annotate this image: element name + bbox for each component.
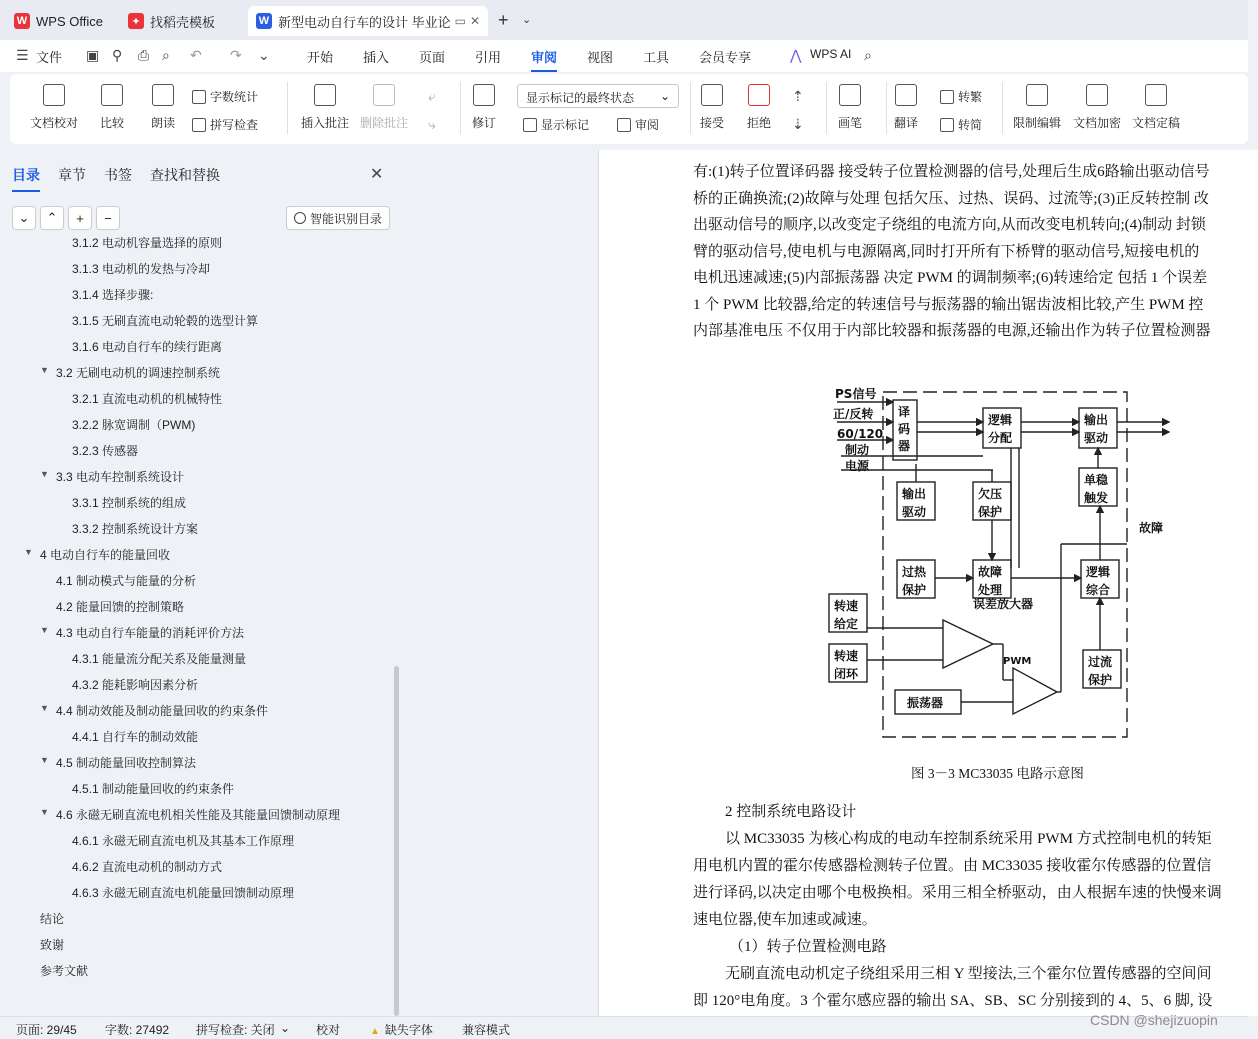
toc-item-label: 4.6 永磁无刷直流电机相关性能及其能量回馈制动原理 bbox=[56, 808, 341, 822]
menu-wps-ai[interactable]: WPS AI bbox=[810, 47, 852, 61]
menu-references[interactable]: 引用 bbox=[475, 50, 502, 65]
tab-daoke-label: 找稻壳模板 bbox=[150, 14, 216, 30]
markup-display-select[interactable] bbox=[517, 84, 679, 108]
paragraph-line: 用电机内置的霍尔传感器检测转子位置。由 MC33035 接收霍尔传感器的位置信 bbox=[693, 858, 1212, 874]
tab-wps-office[interactable] bbox=[6, 6, 114, 36]
toc-item[interactable] bbox=[72, 832, 294, 849]
toc-item-label: 4.6.3 永磁无刷直流电机能量回馈制动原理 bbox=[72, 886, 295, 900]
show-markup-icon bbox=[523, 118, 537, 132]
toc-item[interactable] bbox=[72, 442, 138, 459]
read-aloud-label: 朗读 bbox=[151, 116, 176, 130]
section-heading: （1）转子位置检测电路 bbox=[729, 939, 887, 955]
toc-item-label: 3.1.6 电动自行车的续行距离 bbox=[72, 340, 223, 354]
compare-button[interactable] bbox=[100, 84, 124, 131]
next-comment-icon[interactable]: ⤷ bbox=[428, 116, 436, 132]
ribbon-divider bbox=[690, 82, 691, 134]
toc-item-label: 4.3.1 能量流分配关系及能量测量 bbox=[72, 652, 247, 666]
menu-home[interactable]: 开始 bbox=[307, 50, 334, 65]
paragraph-line: 无刷直流电动机定子绕组采用三相 Y 型接法,三个霍尔位置传感器的空间间 bbox=[725, 966, 1212, 982]
ribbon-divider bbox=[1002, 82, 1003, 134]
logic-synthesis-block: 逻辑综合 bbox=[1086, 565, 1111, 597]
toc-list bbox=[0, 236, 392, 1016]
paragraph-line: 臂的驱动信号,使电机与电源隔离,同时打开所有下桥臂的驱动信号,短接电机的 bbox=[693, 243, 1200, 260]
toc-item[interactable] bbox=[72, 416, 195, 433]
link-icon[interactable]: ⚲ bbox=[112, 47, 123, 63]
csdn-watermark: CSDN @shejizuopin bbox=[1090, 1012, 1218, 1028]
print-icon[interactable]: ⎙ bbox=[138, 47, 150, 63]
toc-item[interactable] bbox=[40, 962, 88, 979]
save-icon[interactable]: ▣ bbox=[86, 47, 100, 63]
show-markup-label: 显示标记 bbox=[541, 118, 590, 132]
pen-button[interactable] bbox=[838, 84, 862, 131]
spell-check-button[interactable] bbox=[192, 116, 258, 133]
toc-item-label: 致谢 bbox=[40, 938, 65, 952]
logic-distribution-block: 逻辑分配 bbox=[988, 413, 1013, 445]
ribbon-divider bbox=[460, 82, 461, 134]
output-drive-block: 输出驱动 bbox=[902, 487, 927, 519]
undo-icon[interactable]: ↶ bbox=[190, 47, 202, 63]
toc-item[interactable] bbox=[72, 858, 222, 875]
chevron-down-icon[interactable]: ⌄ bbox=[522, 14, 532, 26]
toc-expand-arrow-icon[interactable]: ▼ bbox=[40, 469, 49, 479]
ribbon-divider bbox=[826, 82, 827, 134]
review-pane-icon bbox=[617, 118, 631, 132]
menu-review[interactable]: 审阅 bbox=[531, 47, 557, 66]
toc-item[interactable] bbox=[72, 520, 198, 537]
mc33035-circuit-diagram bbox=[797, 382, 1164, 742]
toc-item-label: 3.1.3 电动机的发热与冷却 bbox=[72, 262, 211, 276]
figure-caption: 图 3－3 MC33035 电路示意图 bbox=[911, 766, 1084, 781]
status-spell-check[interactable]: 拼写检查: 关闭 bbox=[196, 1023, 275, 1037]
reject-icon bbox=[748, 84, 770, 106]
proofread-button[interactable] bbox=[30, 84, 78, 131]
input-ps-signal: PS信号 bbox=[835, 387, 877, 401]
new-tab-icon[interactable]: + bbox=[498, 10, 509, 30]
expand-down-button[interactable] bbox=[12, 206, 36, 230]
status-proofread[interactable]: 校对 bbox=[316, 1023, 341, 1037]
toc-item[interactable] bbox=[72, 650, 246, 667]
collapse-up-button[interactable] bbox=[40, 206, 64, 230]
to-simplified-button[interactable] bbox=[940, 116, 982, 133]
title-tab-bar bbox=[0, 0, 1248, 40]
plus-icon: + bbox=[76, 210, 84, 226]
toc-item-label: 4.1 制动模式与能量的分析 bbox=[56, 574, 197, 588]
next-change-icon[interactable]: ⇣ bbox=[792, 116, 804, 132]
toc-item-label: 4 电动自行车的能量回收 bbox=[40, 548, 171, 562]
pen-icon bbox=[839, 84, 861, 106]
overcurrent-block: 过流保护 bbox=[1088, 655, 1113, 687]
restrict-editing-label: 限制编辑 bbox=[1013, 116, 1062, 130]
toc-scrollbar[interactable] bbox=[394, 666, 399, 1016]
toc-item-label: 4.6.2 直流电动机的制动方式 bbox=[72, 860, 223, 874]
close-icon[interactable]: ✕ bbox=[370, 166, 384, 183]
input-60-120: 60/120 bbox=[837, 427, 884, 441]
menu-insert[interactable]: 插入 bbox=[363, 50, 390, 65]
toc-item-label: 3.1.4 选择步骤: bbox=[72, 288, 154, 302]
translate-label: 翻译 bbox=[894, 116, 919, 130]
error-amplifier-label: 误差放大器 bbox=[973, 597, 1034, 611]
toc-expand-arrow-icon[interactable]: ▼ bbox=[40, 703, 49, 713]
insert-comment-button[interactable] bbox=[301, 84, 349, 131]
toc-expand-arrow-icon[interactable]: ▼ bbox=[40, 625, 49, 635]
overheat-block: 过热保护 bbox=[902, 565, 927, 597]
navigation-panel bbox=[0, 150, 402, 1016]
monostable-block: 单稳触发 bbox=[1084, 473, 1109, 505]
toc-item[interactable] bbox=[72, 312, 258, 329]
finalize-icon bbox=[1145, 84, 1167, 106]
toc-item[interactable] bbox=[56, 598, 184, 615]
toc-item-label: 4.6.1 永磁无刷直流电机及其基本工作原理 bbox=[72, 834, 295, 848]
finalize-label: 文档定稿 bbox=[1132, 116, 1181, 130]
accept-icon bbox=[701, 84, 723, 106]
toc-item[interactable] bbox=[72, 494, 186, 511]
finalize-button[interactable] bbox=[1132, 84, 1180, 131]
wps-logo-icon: W bbox=[14, 13, 30, 29]
toc-item-label: 4.3.2 能耗影响因素分析 bbox=[72, 678, 199, 692]
toc-expand-arrow-icon[interactable]: ▼ bbox=[24, 547, 33, 557]
to-traditional-icon bbox=[940, 90, 954, 104]
smart-toc-label: 智能识别目录 bbox=[309, 211, 382, 226]
panel-tab-toc[interactable]: 目录 bbox=[12, 167, 40, 183]
toc-item-label: 4.4.1 自行车的制动效能 bbox=[72, 730, 199, 744]
restrict-editing-button[interactable] bbox=[1013, 84, 1061, 131]
toc-item-label: 3.2 无刷电动机的调速控制系统 bbox=[56, 366, 221, 380]
reject-label: 拒绝 bbox=[747, 116, 772, 130]
tab-document-label: 新型电动自行车的设计 毕业论 bbox=[277, 14, 451, 30]
paragraph-line: 出驱动信号的顺序,以改变定子绕组的电流方向,从而改变电机转向;(4)制动 封锁 bbox=[693, 217, 1206, 233]
proofread-icon bbox=[43, 84, 65, 106]
to-simplified-icon bbox=[940, 118, 954, 132]
toc-item[interactable] bbox=[40, 702, 269, 719]
paragraph-line: 进行译码,以决定由哪个电极换相。采用三相全桥驱动，由人根据车速的快慢来调 bbox=[693, 885, 1222, 901]
fault-processing-block: 故障处理 bbox=[978, 565, 1003, 597]
print-preview-icon[interactable]: ⌕ bbox=[162, 47, 170, 63]
chevron-down-icon: ⌄ bbox=[280, 1021, 291, 1035]
to-simplified-label: 转简 bbox=[958, 118, 983, 132]
paragraph-line: 即 120°电角度。3 个霍尔感应器的输出 SA、SB、SC 分别接到的 4、5、6 脚, 设 bbox=[693, 993, 1213, 1009]
smart-detect-icon bbox=[294, 212, 306, 224]
remove-heading-button[interactable] bbox=[96, 206, 120, 230]
tab-daoke-templates[interactable] bbox=[120, 6, 244, 36]
toc-item[interactable] bbox=[72, 338, 222, 355]
decoder-block: 译码器 bbox=[898, 405, 911, 453]
to-traditional-label: 转繁 bbox=[958, 90, 983, 104]
speed-setpoint-block: 转速给定 bbox=[834, 599, 859, 631]
to-traditional-button[interactable] bbox=[940, 88, 982, 105]
toc-item[interactable] bbox=[40, 364, 221, 381]
translate-button[interactable] bbox=[894, 84, 918, 131]
toc-item-label: 4.5.1 制动能量回收的约束条件 bbox=[72, 782, 235, 796]
panel-tab-bookmarks[interactable]: 书签 bbox=[104, 167, 132, 183]
word-count-label: 字数统计 bbox=[210, 90, 259, 104]
toc-item[interactable] bbox=[72, 728, 198, 745]
redo-icon[interactable]: ↷ bbox=[230, 47, 242, 63]
paragraph-line: 电机迅速减速;(5)内部振荡器 决定 PWM 的调制频率;(6)转速给定 包括 1 个误差 bbox=[693, 270, 1208, 286]
accept-button[interactable] bbox=[700, 84, 724, 131]
toc-item[interactable] bbox=[72, 676, 198, 693]
output-drive-top-block: 输出驱动 bbox=[1084, 413, 1109, 445]
insert-comment-icon bbox=[314, 84, 336, 106]
panel-tab-sections[interactable]: 章节 bbox=[58, 167, 86, 183]
menu-view[interactable]: 视图 bbox=[587, 50, 614, 65]
speed-closed-loop-block: 转速闭环 bbox=[834, 649, 859, 681]
paragraph-line: 以 MC33035 为核心构成的电动车控制系统采用 PWM 方式控制电机的转矩 bbox=[725, 831, 1212, 847]
track-changes-label: 修订 bbox=[472, 116, 497, 130]
toc-item[interactable] bbox=[56, 572, 196, 589]
wps-ai-icon: ⋀ bbox=[790, 47, 802, 63]
review-pane-label: 审阅 bbox=[635, 118, 660, 132]
input-direction: 正/反转 bbox=[833, 407, 874, 421]
chevron-down-icon: ⌄ bbox=[18, 210, 30, 225]
paragraph-line: 有:(1)转子位置译码器 接受转子位置检测器的信号,处理后生成6路输出驱动信号 bbox=[693, 164, 1210, 180]
status-page[interactable]: 页面: 29/45 bbox=[16, 1023, 77, 1037]
status-word-count[interactable]: 字数: 27492 bbox=[105, 1023, 170, 1037]
toc-item-label: 4.2 能量回馈的控制策略 bbox=[56, 600, 185, 614]
section-heading: 2 控制系统电路设计 bbox=[725, 804, 857, 820]
toc-item[interactable] bbox=[72, 234, 222, 251]
input-brake: 制动 bbox=[845, 443, 870, 457]
proofread-label: 文档校对 bbox=[30, 116, 79, 130]
toc-item-label: 4.5 制动能量回收控制算法 bbox=[56, 756, 197, 770]
toc-item[interactable] bbox=[72, 286, 153, 303]
toc-item-label: 3.1.5 无刷直流电动轮毂的选型计算 bbox=[72, 314, 259, 328]
ribbon-divider bbox=[287, 82, 288, 134]
encrypt-button[interactable] bbox=[1073, 84, 1121, 131]
menu-page[interactable]: 页面 bbox=[419, 50, 446, 65]
review-ribbon bbox=[10, 74, 1248, 144]
compare-label: 比较 bbox=[100, 116, 125, 130]
menu-file[interactable]: 文件 bbox=[36, 50, 63, 65]
quick-access-more-icon[interactable]: ⌄ bbox=[258, 47, 270, 63]
paragraph-line: 速电位器,使车加速或减速。 bbox=[693, 912, 877, 928]
toc-item-label: 3.1.2 电动机容量选择的原则 bbox=[72, 236, 223, 250]
accept-label: 接受 bbox=[700, 116, 725, 130]
status-missing-font[interactable]: ▲ 缺失字体 bbox=[370, 1021, 433, 1038]
toc-item-label: 4.4 制动效能及制动能量回收的约束条件 bbox=[56, 704, 269, 718]
review-pane-button[interactable] bbox=[617, 116, 659, 133]
paragraph-line: 内部基准电压 不仅用于内部比较器和振荡器的电源,还输出作为转子位置检测器 bbox=[693, 323, 1211, 339]
toc-item-label: 4.3 电动自行车能量的消耗评价方法 bbox=[56, 626, 245, 640]
daoke-logo-icon: ✦ bbox=[128, 13, 144, 29]
markup-display-value: 显示标记的最终状态 bbox=[526, 91, 635, 105]
oscillator-block: 振荡器 bbox=[907, 696, 944, 710]
delete-comment-label: 删除批注 bbox=[360, 116, 409, 130]
hamburger-menu-icon[interactable]: ☰ bbox=[16, 47, 29, 63]
delete-comment-icon bbox=[373, 84, 395, 106]
toc-item-label: 3.3.1 控制系统的组成 bbox=[72, 496, 187, 510]
toc-item[interactable] bbox=[40, 806, 341, 823]
toc-item-label: 参考文献 bbox=[40, 964, 89, 978]
document-page[interactable] bbox=[598, 150, 1258, 1016]
toc-item-label: 3.2.1 直流电动机的机械特性 bbox=[72, 392, 223, 406]
toc-item[interactable] bbox=[72, 780, 234, 797]
toc-item-label: 3.2.3 传感器 bbox=[72, 444, 139, 458]
fault-output-label: 故障 bbox=[1139, 521, 1164, 535]
status-compat-mode: 兼容模式 bbox=[462, 1023, 511, 1037]
toc-item[interactable] bbox=[72, 260, 210, 277]
smart-toc-button[interactable] bbox=[286, 206, 390, 230]
menu-bar bbox=[0, 40, 1248, 72]
read-aloud-icon bbox=[152, 84, 174, 106]
chevron-down-icon: ⌄ bbox=[659, 89, 670, 103]
chevron-up-icon: ⌃ bbox=[46, 210, 58, 225]
delete-comment-button[interactable] bbox=[360, 84, 408, 131]
reject-button[interactable] bbox=[747, 84, 771, 131]
toc-item[interactable] bbox=[40, 910, 64, 927]
tab-wps-label: WPS Office bbox=[36, 13, 103, 29]
toc-item[interactable] bbox=[24, 546, 171, 563]
toc-expand-arrow-icon[interactable]: ▼ bbox=[40, 365, 49, 375]
spell-check-icon bbox=[192, 118, 206, 132]
toc-item-label: 结论 bbox=[40, 912, 65, 926]
toc-item[interactable] bbox=[40, 754, 197, 771]
encrypt-icon bbox=[1086, 84, 1108, 106]
menu-member[interactable]: 会员专享 bbox=[699, 50, 752, 65]
toc-item[interactable] bbox=[72, 390, 222, 407]
document-canvas bbox=[402, 150, 1248, 1016]
toc-item-label: 3.2.2 脉宽调制（PWM) bbox=[72, 418, 196, 432]
search-icon[interactable]: ⌕ bbox=[864, 47, 872, 63]
close-tab-icon[interactable]: ✕ bbox=[469, 14, 480, 28]
paragraph-line: 1 个 PWM 比较器,给定的转速信号与振荡器的输出锯齿波相比较,产生 PWM 控 bbox=[693, 296, 1204, 313]
writer-doc-icon: W bbox=[256, 13, 272, 29]
encrypt-label: 文档加密 bbox=[1073, 116, 1122, 130]
panel-tab-find-replace[interactable]: 查找和替换 bbox=[150, 167, 220, 183]
track-changes-icon bbox=[473, 84, 495, 106]
add-heading-button[interactable] bbox=[68, 206, 92, 230]
paragraph-line: 桥的正确换流;(2)故障与处理 包括欠压、过热、误码、过流等;(3)正反转控制 改 bbox=[693, 190, 1209, 207]
pwm-label: PWM bbox=[1003, 656, 1032, 667]
undervoltage-block: 欠压保护 bbox=[978, 487, 1003, 519]
toc-item[interactable] bbox=[72, 884, 294, 901]
toc-item[interactable] bbox=[40, 624, 245, 641]
toc-item[interactable] bbox=[40, 936, 64, 953]
word-count-icon bbox=[192, 90, 206, 104]
toc-expand-arrow-icon[interactable]: ▼ bbox=[40, 755, 49, 765]
toc-item-label: 3.3.2 控制系统设计方案 bbox=[72, 522, 199, 536]
menu-tools[interactable]: 工具 bbox=[643, 50, 670, 65]
track-changes-button[interactable] bbox=[472, 84, 496, 131]
screen-icon[interactable]: ▭ bbox=[454, 14, 466, 28]
toc-item-label: 3.3 电动车控制系统设计 bbox=[56, 470, 185, 484]
toc-expand-arrow-icon[interactable]: ▼ bbox=[40, 807, 49, 817]
tab-document[interactable] bbox=[248, 6, 488, 36]
status-bar bbox=[0, 1016, 1248, 1039]
show-markup-button[interactable] bbox=[523, 116, 589, 133]
lock-document-icon bbox=[1026, 84, 1048, 106]
insert-comment-label: 插入批注 bbox=[301, 116, 350, 130]
compare-icon bbox=[101, 84, 123, 106]
read-aloud-button[interactable] bbox=[151, 84, 175, 131]
spell-check-label: 拼写检查 bbox=[210, 118, 259, 132]
previous-comment-icon[interactable]: ⤶ bbox=[428, 88, 436, 104]
word-count-button[interactable] bbox=[192, 88, 258, 105]
minus-icon: − bbox=[104, 210, 112, 226]
ribbon-divider bbox=[886, 82, 887, 134]
input-power: 电源 bbox=[845, 459, 870, 473]
previous-change-icon[interactable]: ⇡ bbox=[792, 88, 804, 104]
toc-item[interactable] bbox=[40, 468, 185, 485]
translate-icon bbox=[895, 84, 917, 106]
pen-label: 画笔 bbox=[838, 116, 863, 130]
